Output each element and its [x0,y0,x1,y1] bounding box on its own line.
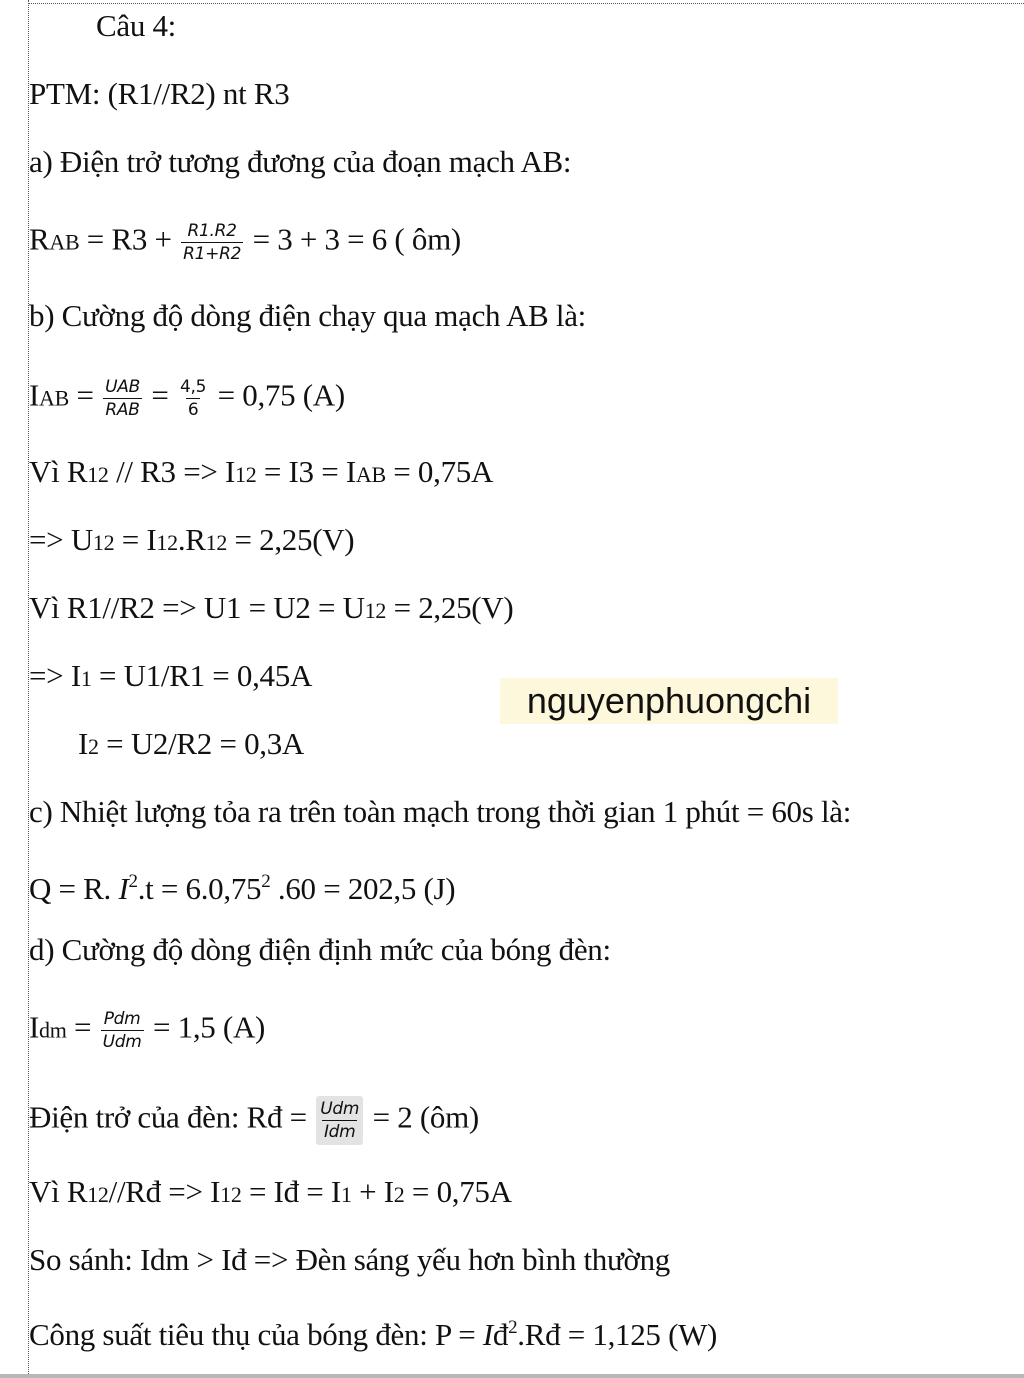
fraction-uab-rab: $\frac{\text{UAB}}{\text{RAB}}$ [105,377,140,420]
part-b-heading: b) Cường độ dòng điện chạy qua mạch AB là: [29,298,586,333]
part-b-line-5: Vì R1//R2 => U1 = U2 = U12 = 2,25(V) [29,590,514,625]
part-d-line-3: Vì R12//Rđ => I12 = Iđ = I1 + I2 = 0,75A [29,1174,512,1209]
part-b-line-7: I2 = U2/R2 = 0,3A [78,726,305,761]
part-d-comparison: So sánh: Idm > Iđ => Đèn sáng yếu hơn bình thường [29,1242,670,1277]
question-title: Câu 4: [96,8,176,43]
part-b-line-3: Vì R12 // R3 => I12 = I3 = IAB = 0,75A [29,454,494,489]
fraction-values: $\frac{4,5}{6}$ [180,377,207,420]
part-a-equation: RAB = R3 + $\frac{R1.R2}{R1+R2}$ = 3 + 3 = 6 ( ôm) [29,221,461,264]
window-bottom-edge [0,1374,1024,1378]
part-b-line-4: => U12 = I12.R12 = 2,25(V) [29,522,355,557]
fraction-udm-idm: $\frac{\text{Udm}}{\text{Idm}}$ [316,1096,363,1145]
part-b-line-6: => I1 = U1/R1 = 0,45A [29,658,313,693]
part-c-equation: Q = R. $I^2.t = 6.0,75^2$ .60 = 202,5 (J) [29,871,456,906]
fraction-r1r2: $\frac{R1.R2}{R1+R2}$ [183,221,242,264]
part-b-equation: IAB = $\frac{\text{UAB}}{\text{RAB}}$ = $\frac{4,5}{6}$ = 0,75 (A) [29,377,345,420]
part-d-heading: d) Cường độ dòng điện định mức của bóng đèn: [29,932,611,967]
part-c-heading: c) Nhiệt lượng tỏa ra trên toàn mạch trong thời gian 1 phút = 60s là: [29,794,852,829]
part-d-resistance: Điện trở của đèn: Rđ = $\frac{\text{Udm}}{\text{Idm}}$ = 2 (ôm) [29,1096,479,1145]
page-margin-top [28,3,1024,4]
circuit-description: PTM: (R1//R2) nt R3 [29,76,290,111]
part-a-heading: a) Điện trở tương đương của đoạn mạch AB: [29,144,572,179]
part-d-equation: Idm = $\frac{\text{Pdm}}{\text{Udm}}$ = 1,5 (A) [29,1009,266,1052]
part-d-power: Công suất tiêu thụ của bóng đèn: $P = Iđ^2.Rđ = 1,125$ (W) [29,1317,718,1352]
author-watermark: nguyenphuongchi [500,678,838,724]
fraction-pdm-udm: $\frac{\text{Pdm}}{\text{Udm}}$ [102,1009,142,1052]
